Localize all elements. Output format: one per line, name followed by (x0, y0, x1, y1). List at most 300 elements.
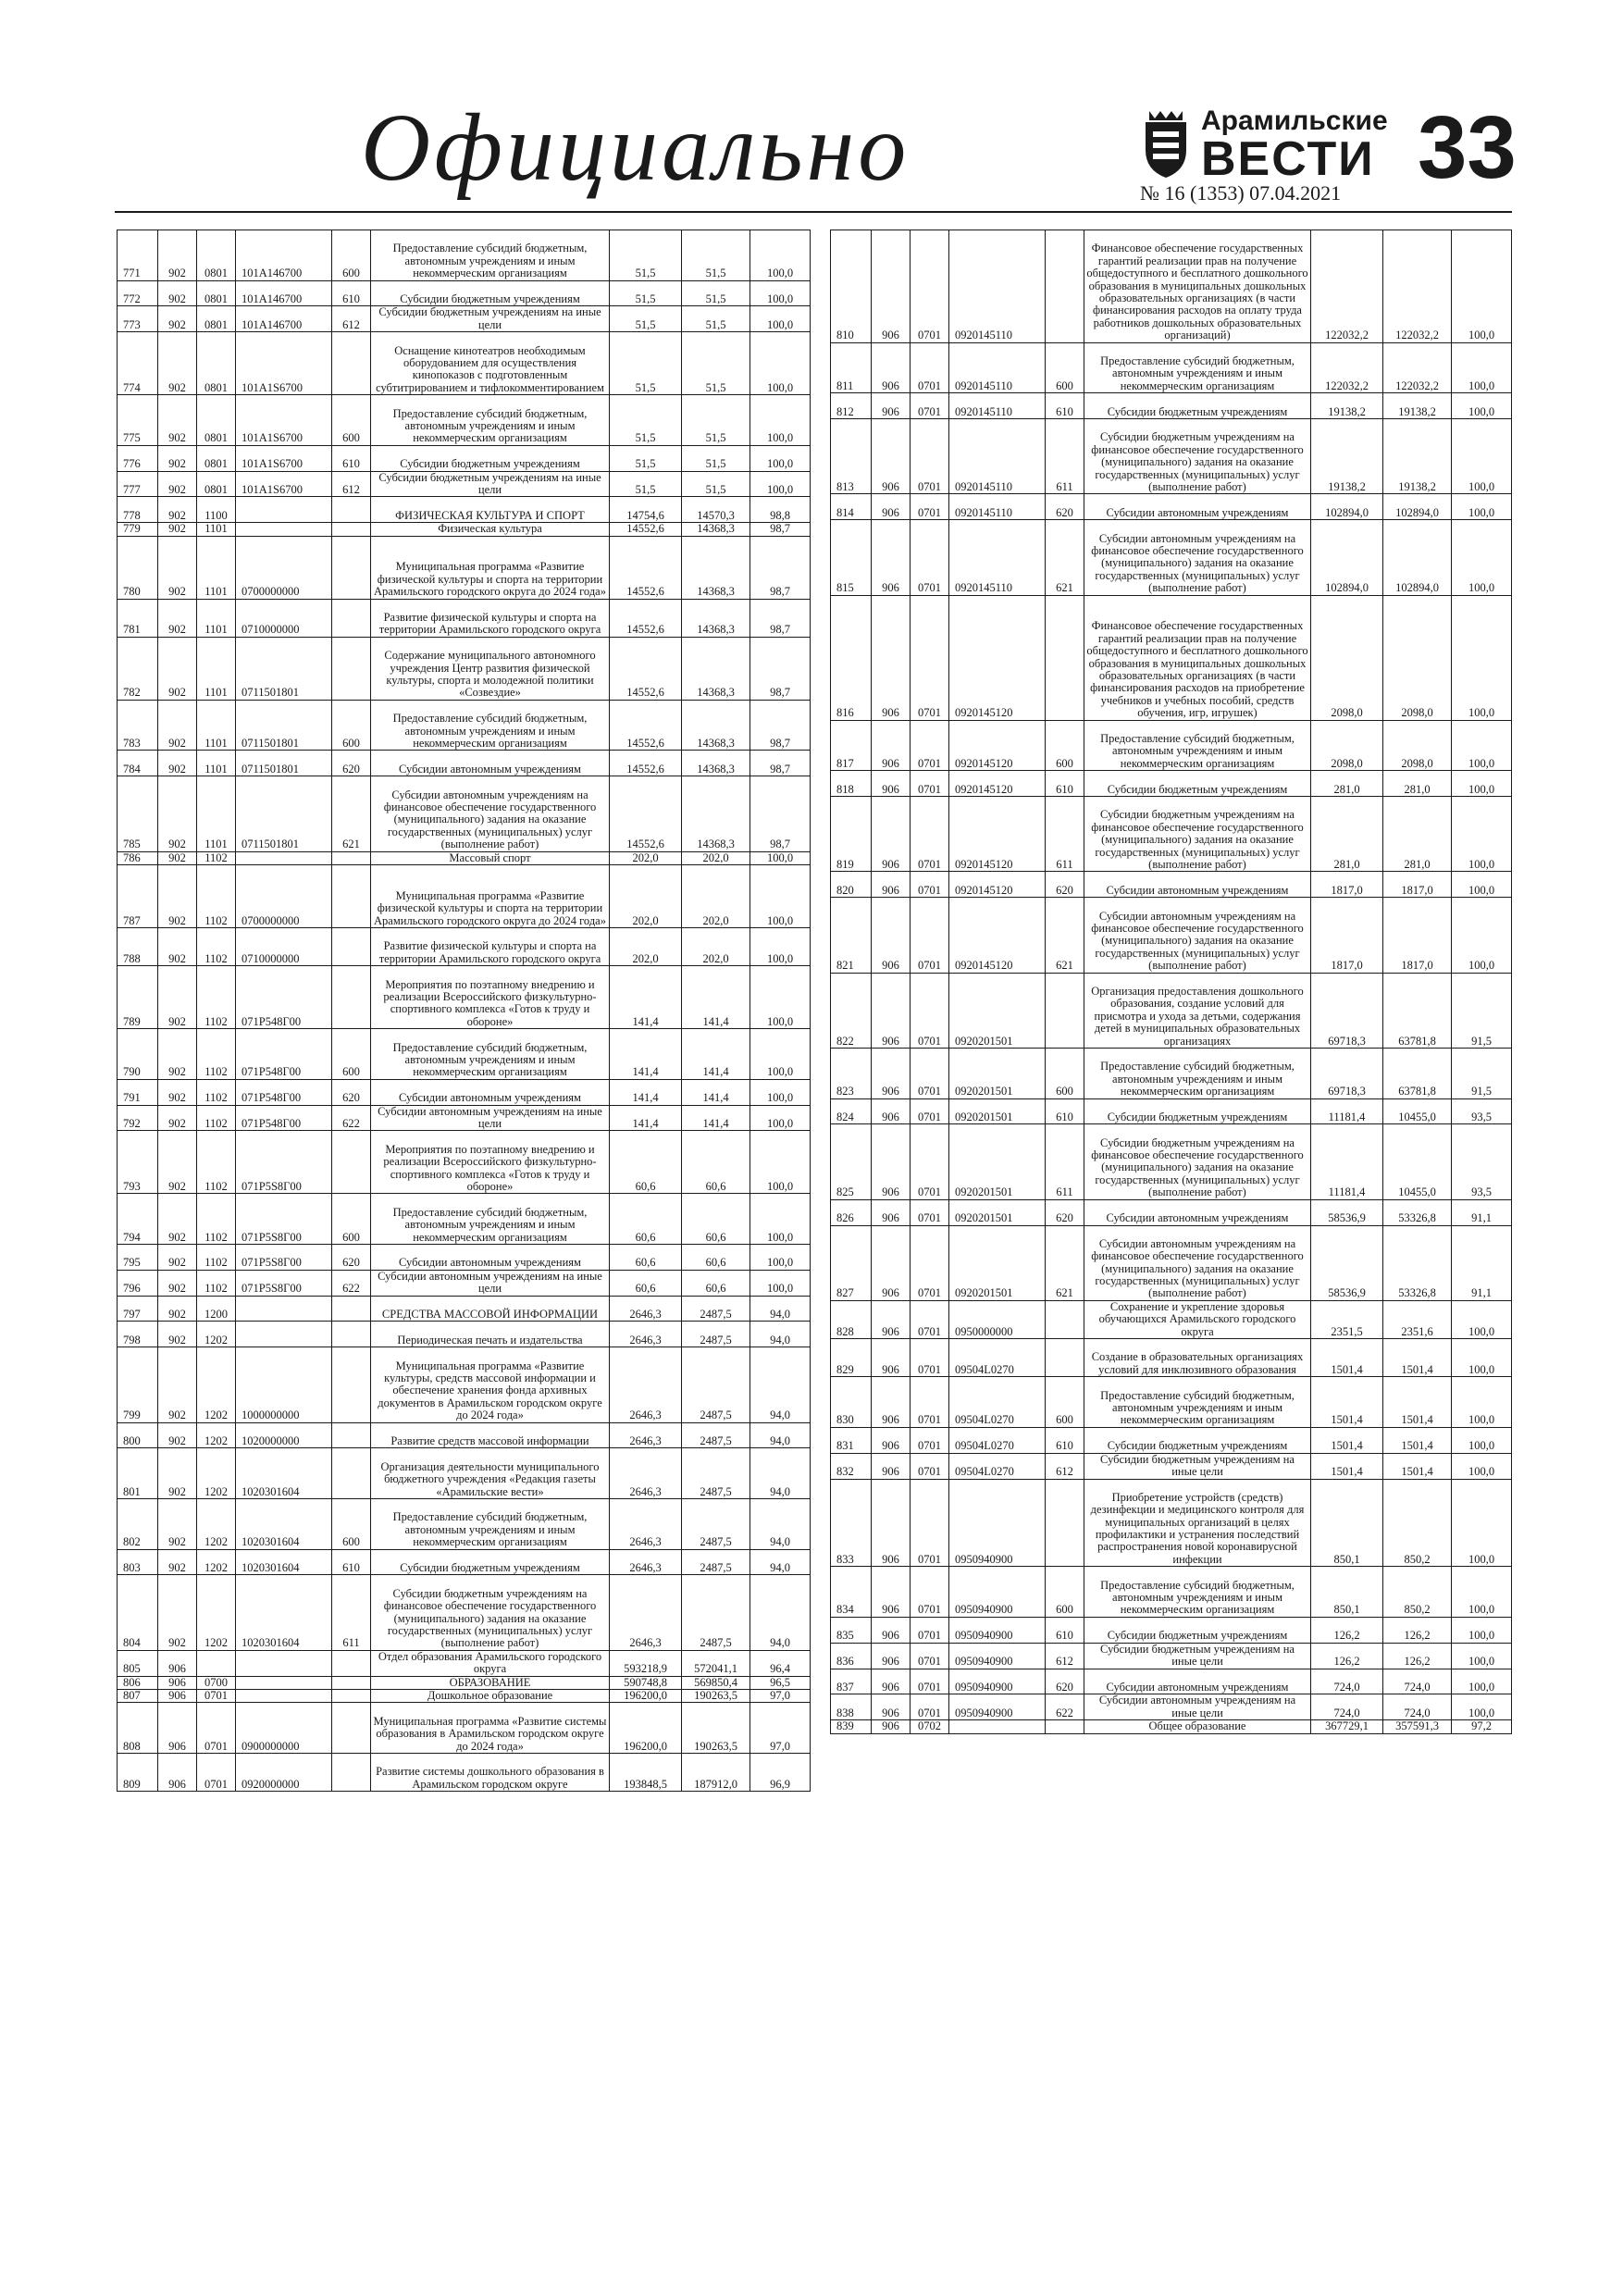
target-article: 101А1S6700 (236, 332, 332, 395)
row-number: 806 (118, 1676, 158, 1689)
execution-percent: 94,0 (750, 1498, 811, 1549)
ministry-code: 906 (872, 1453, 911, 1479)
expense-type (332, 599, 371, 637)
planned-amount: 141,4 (610, 1029, 682, 1080)
ministry-code: 902 (158, 1422, 197, 1448)
actual-amount: 281,0 (1383, 796, 1452, 871)
execution-percent: 100,0 (1452, 1427, 1512, 1453)
ministry-code: 902 (158, 471, 197, 497)
row-description: Субсидии бюджетным учреждениям (1084, 1427, 1311, 1453)
actual-amount: 60,6 (682, 1131, 750, 1194)
table-row (831, 1300, 1512, 1338)
row-number: 796 (118, 1270, 158, 1296)
ministry-code: 906 (158, 1676, 197, 1689)
expense-type: 600 (1046, 1048, 1084, 1098)
row-description: Субсидии бюджетным учреждениям на иные цели (1084, 1453, 1311, 1479)
table-row (831, 418, 1512, 493)
row-number: 818 (831, 771, 872, 797)
execution-percent: 100,0 (750, 1079, 811, 1105)
table-row (118, 471, 811, 497)
actual-amount: 2098,0 (1383, 595, 1452, 720)
planned-amount: 196200,0 (610, 1703, 682, 1754)
actual-amount: 63781,8 (1383, 1048, 1452, 1098)
planned-amount: 2351,5 (1311, 1300, 1383, 1338)
target-article: 0711501801 (236, 700, 332, 751)
table-row (831, 1617, 1512, 1643)
row-number: 781 (118, 599, 158, 637)
actual-amount: 14368,3 (682, 776, 750, 851)
row-number: 801 (118, 1448, 158, 1499)
table-row (118, 536, 811, 599)
section-code: 0701 (911, 1048, 949, 1098)
section-code: 0701 (911, 1199, 949, 1225)
expense-type: 600 (1046, 720, 1084, 771)
row-description: Финансовое обеспечение государственных гарантий реализации прав на получение общедоступного и бесплатного дошкольного образования в муниципальных дошкольных образовательных организациях (в части финансирования расходов на оплату труда работников дошкольных образовательных организаций) (1084, 230, 1311, 343)
execution-percent: 98,8 (750, 497, 811, 523)
table-row (831, 595, 1512, 720)
target-article: 101А146700 (236, 230, 332, 281)
ministry-code: 906 (158, 1689, 197, 1702)
table-row (831, 1199, 1512, 1225)
actual-amount: 1817,0 (1383, 898, 1452, 973)
row-description: Дошкольное образование (371, 1689, 610, 1702)
actual-amount: 51,5 (682, 230, 750, 281)
planned-amount: 60,6 (610, 1244, 682, 1270)
page-number: 33 (1418, 98, 1517, 197)
target-article (949, 1720, 1046, 1733)
row-description: Субсидии автономным учреждениям (371, 1244, 610, 1270)
expense-type: 622 (1046, 1694, 1084, 1720)
table-row (118, 306, 811, 332)
ministry-code: 902 (158, 1296, 197, 1322)
section-title: Официально (361, 94, 911, 201)
row-number: 772 (118, 280, 158, 306)
row-description: Субсидии бюджетным учреждениям (371, 280, 610, 306)
table-row (118, 1549, 811, 1575)
row-number: 816 (831, 595, 872, 720)
table-row (118, 230, 811, 281)
table-row (118, 1270, 811, 1296)
actual-amount: 2487,5 (682, 1322, 750, 1347)
section-code: 0701 (911, 1617, 949, 1643)
target-article: 0711501801 (236, 751, 332, 776)
row-description: Организация предоставления дошкольного образования, создание условий для присмотра и ухода за детьми, содержания детей в муниципальных образовательных организациях (1084, 973, 1311, 1048)
ministry-code: 906 (872, 1124, 911, 1199)
left-table-body (118, 230, 811, 1792)
expense-type: 600 (1046, 1377, 1084, 1428)
planned-amount: 2646,3 (610, 1448, 682, 1499)
table-row (118, 864, 811, 927)
expense-type (332, 966, 371, 1029)
ministry-code: 902 (158, 1549, 197, 1575)
row-description: Муниципальная программа «Развитие системы образования в Арамильском городском округе до 2024 года» (371, 1703, 610, 1754)
ministry-code: 906 (872, 1643, 911, 1669)
section-code: 0701 (911, 1427, 949, 1453)
table-row (118, 395, 811, 446)
section-code: 1202 (197, 1347, 236, 1422)
table-row (831, 1098, 1512, 1124)
expense-type: 622 (332, 1105, 371, 1131)
execution-percent: 100,0 (750, 1194, 811, 1245)
coat-of-arms-icon (1140, 109, 1192, 180)
expense-type: 610 (332, 445, 371, 471)
row-description: Субсидии бюджетным учреждениям на иные цели (371, 471, 610, 497)
row-number: 805 (118, 1650, 158, 1676)
expense-type (332, 1448, 371, 1499)
section-code: 0801 (197, 230, 236, 281)
section-code: 1101 (197, 700, 236, 751)
ministry-code: 906 (872, 1300, 911, 1338)
execution-percent: 98,7 (750, 523, 811, 536)
expense-type: 600 (332, 395, 371, 446)
section-code: 0701 (911, 520, 949, 595)
table-row (831, 771, 1512, 797)
expense-type (332, 1753, 371, 1791)
row-number: 812 (831, 393, 872, 419)
row-number: 787 (118, 864, 158, 927)
planned-amount: 102894,0 (1311, 494, 1383, 520)
expense-type: 600 (332, 700, 371, 751)
planned-amount: 2646,3 (610, 1296, 682, 1322)
section-code: 1102 (197, 851, 236, 864)
expense-type: 610 (1046, 393, 1084, 419)
execution-percent: 100,0 (1452, 230, 1512, 343)
execution-percent: 100,0 (750, 927, 811, 965)
row-number: 823 (831, 1048, 872, 1098)
actual-amount: 14368,3 (682, 599, 750, 637)
row-description: Развитие системы дошкольного образования в Арамильском городском округе (371, 1753, 610, 1791)
ministry-code: 902 (158, 230, 197, 281)
table-row (831, 1427, 1512, 1453)
table-row (831, 1124, 1512, 1199)
target-article: 0920145120 (949, 595, 1046, 720)
expense-type (332, 1703, 371, 1754)
table-row (118, 1575, 811, 1650)
ministry-code: 902 (158, 637, 197, 700)
expense-type (1046, 1339, 1084, 1377)
table-row (118, 851, 811, 864)
actual-amount: 141,4 (682, 966, 750, 1029)
row-description: Предоставление субсидий бюджетным, автономным учреждениям и иным некоммерческим организациям (1084, 1567, 1311, 1618)
target-article: 0920201501 (949, 1199, 1046, 1225)
section-code: 1102 (197, 1270, 236, 1296)
execution-percent: 100,0 (1452, 720, 1512, 771)
expense-type: 622 (332, 1270, 371, 1296)
row-description: Субсидии бюджетным учреждениям (1084, 393, 1311, 419)
row-number: 825 (831, 1124, 872, 1199)
actual-amount: 126,2 (1383, 1617, 1452, 1643)
ministry-code: 906 (872, 1048, 911, 1098)
table-row (118, 445, 811, 471)
execution-percent: 100,0 (1452, 1567, 1512, 1618)
actual-amount: 14368,3 (682, 637, 750, 700)
issue-line: № 16 (1353) 07.04.2021 (1140, 181, 1342, 205)
table-row (118, 1029, 811, 1080)
execution-percent: 98,7 (750, 700, 811, 751)
row-description: Субсидии бюджетным учреждениям на финансовое обеспечение государственного (муниципального) задания на оказание государственных (муниципальных) услуг (выполнение работ) (1084, 418, 1311, 493)
expense-type: 600 (332, 1029, 371, 1080)
ministry-code: 902 (158, 864, 197, 927)
execution-percent: 97,0 (750, 1703, 811, 1754)
table-row (831, 230, 1512, 343)
expense-type: 600 (332, 230, 371, 281)
header-divider (115, 211, 1512, 213)
target-article: 1020301604 (236, 1575, 332, 1650)
row-description: Развитие средств массовой информации (371, 1422, 610, 1448)
row-number: 791 (118, 1079, 158, 1105)
expense-type: 610 (1046, 1617, 1084, 1643)
table-row (118, 1105, 811, 1131)
actual-amount: 102894,0 (1383, 520, 1452, 595)
actual-amount: 850,2 (1383, 1479, 1452, 1567)
ministry-code: 902 (158, 1244, 197, 1270)
section-code: 0701 (911, 1098, 949, 1124)
ministry-code: 902 (158, 1105, 197, 1131)
target-article: 1020301604 (236, 1498, 332, 1549)
target-article: 071P5S8Г00 (236, 1270, 332, 1296)
row-description: Субсидии автономным учреждениям на финансовое обеспечение государственного (муниципального) задания на оказание государственных (муниципальных) услуг (выполнение работ) (1084, 1225, 1311, 1300)
target-article: 0710000000 (236, 927, 332, 965)
table-row (831, 1643, 1512, 1669)
row-description: Предоставление субсидий бюджетным, автономным учреждениям и иным некоммерческим организациям (371, 1498, 610, 1549)
planned-amount: 196200,0 (610, 1689, 682, 1702)
row-description: Предоставление субсидий бюджетным, автономным учреждениям и иным некоммерческим организациям (1084, 720, 1311, 771)
planned-amount: 590748,8 (610, 1676, 682, 1689)
row-number: 790 (118, 1029, 158, 1080)
actual-amount: 102894,0 (1383, 494, 1452, 520)
table-row (118, 1448, 811, 1499)
section-code: 1200 (197, 1296, 236, 1322)
actual-amount: 141,4 (682, 1079, 750, 1105)
table-row (831, 342, 1512, 393)
planned-amount: 2646,3 (610, 1549, 682, 1575)
table-row (831, 1567, 1512, 1618)
target-article: 071P548Г00 (236, 1105, 332, 1131)
actual-amount: 2487,5 (682, 1422, 750, 1448)
ministry-code: 906 (872, 796, 911, 871)
actual-amount: 202,0 (682, 864, 750, 927)
planned-amount: 14552,6 (610, 637, 682, 700)
section-code: 1102 (197, 1079, 236, 1105)
ministry-code: 902 (158, 1347, 197, 1422)
section-code: 0701 (197, 1703, 236, 1754)
execution-percent: 98,7 (750, 751, 811, 776)
row-description: Предоставление субсидий бюджетным, автономным учреждениям и иным некоммерческим организациям (371, 1029, 610, 1080)
section-code: 1102 (197, 966, 236, 1029)
expense-type (332, 1676, 371, 1689)
row-description: Субсидии бюджетным учреждениям (1084, 1617, 1311, 1643)
expense-type (332, 637, 371, 700)
actual-amount: 14368,3 (682, 751, 750, 776)
execution-percent: 100,0 (750, 395, 811, 446)
actual-amount: 51,5 (682, 395, 750, 446)
ministry-code: 906 (872, 494, 911, 520)
execution-percent: 100,0 (750, 1270, 811, 1296)
section-code: 0701 (911, 1643, 949, 1669)
row-number: 820 (831, 872, 872, 898)
table-row (831, 720, 1512, 771)
actual-amount: 53326,8 (1383, 1225, 1452, 1300)
row-number: 789 (118, 966, 158, 1029)
section-code: 0701 (197, 1753, 236, 1791)
expense-type: 600 (1046, 342, 1084, 393)
actual-amount: 2487,5 (682, 1575, 750, 1650)
ministry-code: 902 (158, 966, 197, 1029)
row-number: 794 (118, 1194, 158, 1245)
planned-amount: 141,4 (610, 966, 682, 1029)
budget-table-left (117, 230, 811, 1792)
actual-amount: 14368,3 (682, 523, 750, 536)
execution-percent: 98,7 (750, 536, 811, 599)
row-description: Субсидии автономным учреждениям на финансовое обеспечение государственного (муниципального) задания на оказание государственных (муниципальных) услуг (выполнение работ) (1084, 520, 1311, 595)
target-article: 0711501801 (236, 637, 332, 700)
target-article: 0950000000 (949, 1300, 1046, 1338)
ministry-code: 902 (158, 776, 197, 851)
section-code: 0701 (911, 418, 949, 493)
section-code: 1101 (197, 637, 236, 700)
row-description: Муниципальная программа «Развитие культуры, средств массовой информации и обеспечение хранения фонда архивных документов в Арамильском городском округе до 2024 года» (371, 1347, 610, 1422)
row-number: 828 (831, 1300, 872, 1338)
right-table-body (831, 230, 1512, 1734)
target-article: 0950940900 (949, 1479, 1046, 1567)
target-article: 0920000000 (236, 1753, 332, 1791)
row-description: Предоставление субсидий бюджетным, автономным учреждениям и иным некоммерческим организациям (371, 1194, 610, 1245)
expense-type (332, 927, 371, 965)
row-number: 777 (118, 471, 158, 497)
table-row (831, 1225, 1512, 1300)
table-row (118, 1650, 811, 1676)
target-article (236, 1689, 332, 1702)
actual-amount: 281,0 (1383, 771, 1452, 797)
target-article: 071P5S8Г00 (236, 1244, 332, 1270)
row-number: 821 (831, 898, 872, 973)
ministry-code: 902 (158, 1079, 197, 1105)
row-description: Субсидии автономным учреждениям на финансовое обеспечение государственного (муниципального) задания на оказание государственных (муниципальных) услуг (выполнение работ) (371, 776, 610, 851)
ministry-code: 902 (158, 332, 197, 395)
row-description: Субсидии автономным учреждениям на финансовое обеспечение государственного (муниципального) задания на оказание государственных (муниципальных) услуг (выполнение работ) (1084, 898, 1311, 973)
actual-amount: 122032,2 (1383, 230, 1452, 343)
planned-amount: 11181,4 (1311, 1124, 1383, 1199)
row-description: Субсидии автономным учреждениям (1084, 1199, 1311, 1225)
planned-amount: 60,6 (610, 1131, 682, 1194)
section-code: 1102 (197, 1244, 236, 1270)
target-article: 0950940900 (949, 1567, 1046, 1618)
target-article (236, 497, 332, 523)
execution-percent: 100,0 (750, 1244, 811, 1270)
section-code: 0701 (911, 1225, 949, 1300)
execution-percent: 91,1 (1452, 1199, 1512, 1225)
section-code: 1202 (197, 1322, 236, 1347)
section-code: 1101 (197, 751, 236, 776)
target-article: 0950940900 (949, 1617, 1046, 1643)
planned-amount: 14754,6 (610, 497, 682, 523)
row-description: Субсидии бюджетным учреждениям (1084, 771, 1311, 797)
ministry-code: 906 (872, 1098, 911, 1124)
row-description: Предоставление субсидий бюджетным, автономным учреждениям и иным некоммерческим организациям (371, 700, 610, 751)
ministry-code: 906 (872, 230, 911, 343)
execution-percent: 96,4 (750, 1650, 811, 1676)
execution-percent: 100,0 (750, 280, 811, 306)
table-row (831, 1377, 1512, 1428)
actual-amount: 141,4 (682, 1105, 750, 1131)
row-number: 811 (831, 342, 872, 393)
target-article: 071P548Г00 (236, 1079, 332, 1105)
ministry-code: 902 (158, 1322, 197, 1347)
section-code: 0801 (197, 471, 236, 497)
ministry-code: 902 (158, 395, 197, 446)
execution-percent: 97,0 (750, 1689, 811, 1702)
ministry-code: 902 (158, 1270, 197, 1296)
target-article: 09504L0270 (949, 1339, 1046, 1377)
planned-amount: 2646,3 (610, 1347, 682, 1422)
execution-percent: 100,0 (750, 445, 811, 471)
planned-amount: 14552,6 (610, 751, 682, 776)
target-article: 09504L0270 (949, 1377, 1046, 1428)
table-row (118, 1347, 811, 1422)
execution-percent: 91,5 (1452, 1048, 1512, 1098)
row-number: 786 (118, 851, 158, 864)
row-description: Субсидии бюджетным учреждениям на иные цели (371, 306, 610, 332)
execution-percent: 100,0 (1452, 1479, 1512, 1567)
row-number: 800 (118, 1422, 158, 1448)
row-description: Муниципальная программа «Развитие физической культуры и спорта на территории Арамильского городского округа до 2024 года» (371, 536, 610, 599)
planned-amount: 69718,3 (1311, 973, 1383, 1048)
row-number: 839 (831, 1720, 872, 1733)
section-code: 1101 (197, 776, 236, 851)
ministry-code: 902 (158, 1194, 197, 1245)
row-number: 782 (118, 637, 158, 700)
actual-amount: 2487,5 (682, 1296, 750, 1322)
row-description: Отдел образования Арамильского городского округа (371, 1650, 610, 1676)
execution-percent: 94,0 (750, 1322, 811, 1347)
execution-percent: 94,0 (750, 1296, 811, 1322)
row-number: 815 (831, 520, 872, 595)
left-column (117, 230, 810, 1792)
planned-amount: 202,0 (610, 927, 682, 965)
row-number: 822 (831, 973, 872, 1048)
target-article: 0920145110 (949, 230, 1046, 343)
target-article: 0710000000 (236, 599, 332, 637)
actual-amount: 14570,3 (682, 497, 750, 523)
row-number: 832 (831, 1453, 872, 1479)
expense-type: 610 (1046, 1427, 1084, 1453)
section-code: 0701 (911, 494, 949, 520)
ministry-code: 906 (872, 595, 911, 720)
row-number: 827 (831, 1225, 872, 1300)
row-description: Субсидии автономным учреждениям на иные цели (1084, 1694, 1311, 1720)
target-article: 0920145120 (949, 898, 1046, 973)
actual-amount: 1817,0 (1383, 872, 1452, 898)
row-description: Субсидии автономным учреждениям на иные цели (371, 1270, 610, 1296)
ministry-code: 902 (158, 1575, 197, 1650)
execution-percent: 100,0 (750, 332, 811, 395)
actual-amount: 141,4 (682, 1029, 750, 1080)
ministry-code: 902 (158, 1131, 197, 1194)
row-number: 780 (118, 536, 158, 599)
execution-percent: 100,0 (1452, 1453, 1512, 1479)
table-row (831, 1339, 1512, 1377)
table-row (831, 796, 1512, 871)
execution-percent: 100,0 (1452, 1643, 1512, 1669)
expense-type (332, 1422, 371, 1448)
section-code: 0701 (911, 898, 949, 973)
actual-amount: 63781,8 (1383, 973, 1452, 1048)
actual-amount: 190263,5 (682, 1689, 750, 1702)
ministry-code: 906 (158, 1753, 197, 1791)
expense-type: 611 (332, 1575, 371, 1650)
row-description: Субсидии бюджетным учреждениям на финансовое обеспечение государственного (муниципального) задания на оказание государственных (муниципальных) услуг (выполнение работ) (371, 1575, 610, 1650)
expense-type: 612 (1046, 1453, 1084, 1479)
